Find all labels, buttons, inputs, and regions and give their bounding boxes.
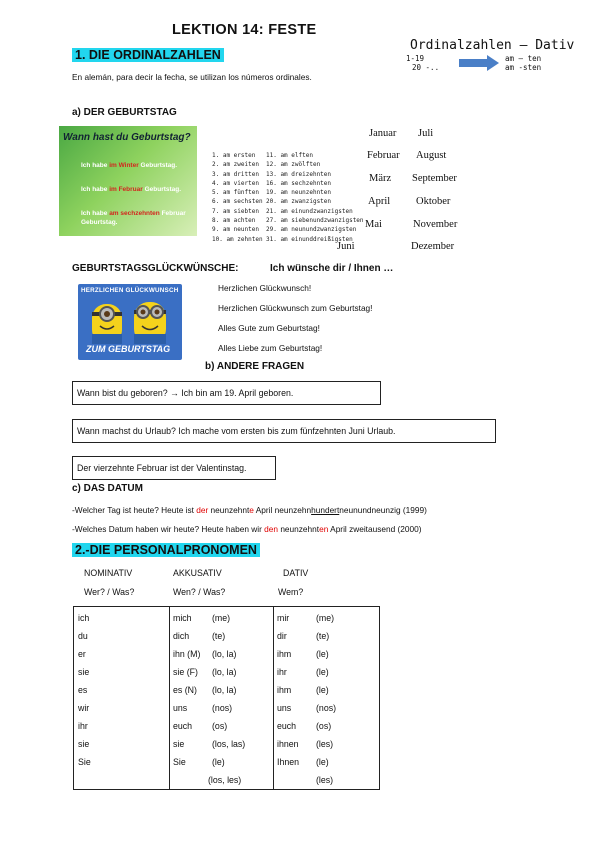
- nom-ihr: ihr: [78, 721, 88, 731]
- section1-intro: En alemán, para decir la fecha, se utilizan los números ordinales.: [72, 72, 312, 82]
- akk-es-7: (os): [212, 721, 228, 731]
- minion-image-top-text: HERZLICHEN GLÜCKWUNSCH: [81, 287, 179, 294]
- ordinal-range-1: 1-19: [406, 54, 425, 63]
- wish-3: Alles Gute zum Geburtstag!: [218, 323, 320, 333]
- dat-uns: uns: [277, 703, 292, 713]
- nom-Sie-formal: Sie: [78, 757, 91, 767]
- akk-es-6: (nos): [212, 703, 233, 713]
- nom-sie: sie: [78, 667, 90, 677]
- akk-Sie-formal: Sie: [173, 757, 186, 767]
- wishes-heading: GEBURTSTAGSGLÜCKWÜNSCHE:: [72, 263, 239, 274]
- akk-euch: euch: [173, 721, 193, 731]
- ordinal-list-left: 1. am ersten 2. am zweiten 3. am dritten 4. am vierten 5. am fünften 6. am sechsten 7. am siebten 8. am achten 9. am neunten 10. am zehnten: [212, 152, 263, 243]
- birthday-card-image: [59, 126, 197, 236]
- month-maerz: März: [369, 173, 392, 184]
- dat-es-6: (nos): [316, 703, 337, 713]
- akk-es-5: (lo, la): [212, 685, 237, 695]
- question-box-3: Der vierzehnte Februar ist der Valentinstag.: [72, 456, 276, 480]
- akk-es-1: (me): [212, 613, 231, 623]
- akk-es: es (N): [173, 685, 197, 695]
- month-august: August: [416, 150, 447, 161]
- dat-Ihnen-formal: Ihnen: [277, 757, 300, 767]
- akk-es-3: (lo, la): [212, 649, 237, 659]
- dat-es-3: (le): [316, 649, 329, 659]
- akk-es-4: (lo, la): [212, 667, 237, 677]
- wish-4: Alles Liebe zum Geburtstag!: [218, 343, 323, 353]
- akk-es-2: (te): [212, 631, 226, 641]
- minion-image-bottom-text: ZUM GEBURTSTAG: [86, 344, 171, 354]
- dat-ihm: ihm: [277, 649, 292, 659]
- card-line-3b: Geburtstag.: [81, 219, 118, 226]
- nom-wir: wir: [78, 703, 90, 713]
- page-title: LEKTION 14: FESTE: [172, 22, 317, 38]
- nom-ich: ich: [78, 613, 90, 623]
- dat-ihnen: ihnen: [277, 739, 299, 749]
- akk-es-8: (los, las): [212, 739, 246, 749]
- datum-line-2: -Welches Datum haben wir heute? Heute haben wir den neunzehnten April zweitausend (2000): [72, 524, 422, 534]
- ordinal-range-2: 20 -..: [412, 63, 440, 72]
- subsection-a-heading: a) DER GEBURTSTAG: [72, 107, 177, 118]
- dat-es-7: (os): [316, 721, 332, 731]
- nom-sie-pl: sie: [78, 739, 90, 749]
- header-akkusativ: AKKUSATIV: [173, 568, 222, 578]
- month-dezember: Dezember: [411, 241, 455, 252]
- ordinal-box-title: Ordinalzahlen – Dativ: [410, 38, 575, 53]
- minion-birthday-image: [78, 284, 182, 360]
- question-akkusativ: Wen? / Was?: [173, 587, 226, 597]
- wish-2: Herzlichen Glückwunsch zum Geburtstag!: [218, 303, 373, 313]
- section1-heading: 1. DIE ORDINALZAHLEN: [72, 48, 224, 62]
- akk-dich: dich: [173, 631, 190, 641]
- minion-figures-icon: [78, 294, 182, 344]
- question-box-2: Wann machst du Urlaub? Ich mache vom ersten bis zum fünfzehnten Juni Urlaub.: [72, 419, 496, 443]
- month-juni: Juni: [337, 241, 355, 252]
- nom-er: er: [78, 649, 86, 659]
- card-line-2: Ich habe im Februar Geburtstag.: [81, 186, 182, 193]
- blue-arrow-icon: [459, 55, 499, 71]
- akk-sie: sie (F): [173, 667, 198, 677]
- header-nominativ: NOMINATIV: [84, 568, 133, 578]
- dat-ihr: ihr: [277, 667, 287, 677]
- akk-mich: mich: [173, 613, 192, 623]
- nom-du: du: [78, 631, 88, 641]
- section2-heading: 2.-DIE PERSONALPRONOMEN: [72, 543, 260, 557]
- dat-es-5: (le): [316, 685, 329, 695]
- question-dativ: Wem?: [278, 587, 304, 597]
- ordinal-suffix-1: am – ten: [505, 54, 542, 63]
- akk-es-9: (le): [212, 757, 225, 767]
- month-november: November: [413, 219, 458, 230]
- dat-es-4: (le): [316, 667, 329, 677]
- ordinal-list-right: 11. am elften 12. am zwölften 13. am dreizehnten 16. am sechzehnten 19. am neunzehnten 20. am zwanzigsten 21. am einundzwanzigsten 27. am siebenundzwanzigsten 29. am neunundzwanzigsten 31. am einunddreißigsten: [266, 152, 364, 243]
- card-line-3: Ich habe am sechzehnten Februar: [81, 210, 186, 217]
- dat-mir: mir: [277, 613, 290, 623]
- month-oktober: Oktober: [416, 196, 451, 207]
- card-line-1: Ich habe im Winter Geburtstag.: [81, 162, 178, 169]
- ordinal-suffix-2: am -sten: [505, 63, 542, 72]
- subsection-c-heading: c) DAS DATUM: [72, 483, 143, 494]
- dat-dir: dir: [277, 631, 287, 641]
- dat-ihm-n: ihm: [277, 685, 292, 695]
- month-januar: Januar: [369, 128, 397, 139]
- month-september: September: [412, 173, 457, 184]
- dat-es-10: (les): [316, 775, 334, 785]
- wish-1: Herzlichen Glückwunsch!: [218, 283, 312, 293]
- datum-line-1: -Welcher Tag ist heute? Heute ist der neunzehnte April neunzehnhundertneunundneunzig (1999): [72, 505, 427, 515]
- month-juli: Juli: [418, 128, 434, 139]
- header-dativ: DATIV: [283, 568, 309, 578]
- nom-es: es: [78, 685, 88, 695]
- subsection-b-heading: b) ANDERE FRAGEN: [205, 361, 305, 372]
- dat-euch: euch: [277, 721, 297, 731]
- card-title: Wann hast du Geburtstag?: [63, 132, 191, 143]
- month-februar: Februar: [367, 150, 400, 161]
- dat-es-8: (les): [316, 739, 334, 749]
- dat-es-9: (le): [316, 757, 329, 767]
- dat-es-2: (te): [316, 631, 330, 641]
- akk-uns: uns: [173, 703, 188, 713]
- month-mai: Mai: [365, 219, 382, 230]
- akk-es-10: (los, les): [208, 775, 242, 785]
- question-box-1: Wann bist du geboren? → Ich bin am 19. April geboren.: [72, 381, 381, 405]
- akk-sie-pl: sie: [173, 739, 185, 749]
- wishes-phrase: Ich wünsche dir / Ihnen …: [270, 263, 394, 274]
- pronoun-table: [73, 606, 380, 790]
- month-april: April: [368, 196, 391, 207]
- akk-ihn: ihn (M): [173, 649, 201, 659]
- question-nominativ: Wer? / Was?: [84, 587, 135, 597]
- dat-es-1: (me): [316, 613, 335, 623]
